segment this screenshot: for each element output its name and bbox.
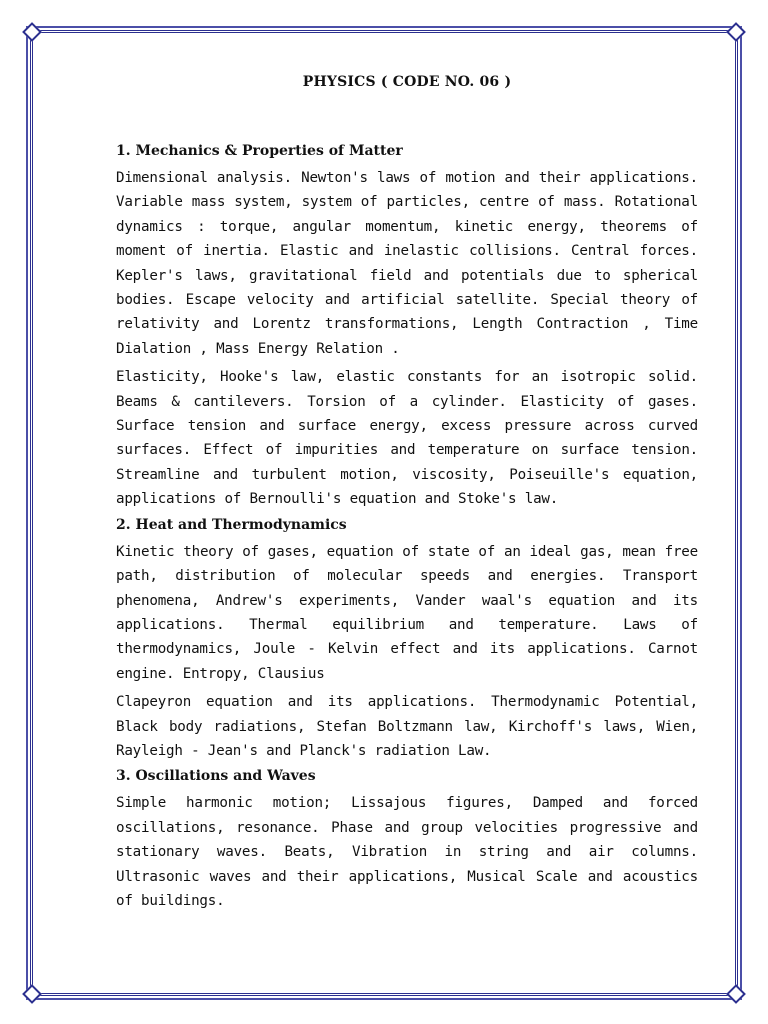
section-heading: 3. Oscillations and Waves xyxy=(116,768,316,785)
paragraph: Simple harmonic motion; Lissajous figures, Damped and forced oscillations, resonance. Phase and group velocities progressive and stationary waves. Beats, Vibration in string and air columns. Ultrasonic waves and their applications, Musical Scale and acoustics of buildings. xyxy=(116,795,698,909)
section-mechanics xyxy=(116,142,698,512)
page-title: PHYSICS ( CODE NO. 06 ) xyxy=(302,74,512,90)
paragraph: Clapeyron equation and its applications. Thermodynamic Potential, Black body radiations, Stefan Boltzmann law, Kirchoff's laws, Wien, Rayleigh - Jean's and Planck's radiation Law. xyxy=(116,694,698,759)
paragraph: Elasticity, Hooke's law, elastic constants for an isotropic solid. Beams & cantilevers. Torsion of a cylinder. Elasticity of gases. Surface tension and surface energy, excess pressure across curved surfaces. Effect of impurities and temperature on surface tension. Streamline and turbulent motion, viscosity, Poiseuille's equation, applications of Bernoulli's equation and Stoke's law. xyxy=(116,369,698,508)
paragraph: Kinetic theory of gases, equation of state of an ideal gas, mean free path, distribution of molecular speeds and energies. Transport phenomena, Andrew's experiments, Vander waal's equation and its applications. Thermal equilibrium and temperature. Laws of thermodynamics, Joule - Kelvin effect and its applications. Carnot engine. Entropy, Clausius xyxy=(116,543,698,682)
section-heading: 2. Heat and Thermodynamics xyxy=(116,516,347,533)
section-heat-thermodynamics xyxy=(116,516,698,764)
document-body xyxy=(116,74,698,917)
section-oscillations-waves xyxy=(116,767,698,913)
paragraph: Dimensional analysis. Newton's laws of motion and their applications. Variable mass system, system of particles, centre of mass. Rotational dynamics : torque, angular momentum, kinetic energy, theorems of moment of inertia. Elastic and inelastic collisions. Central forces. Kepler's laws, gravitational field and potentials due to spherical bodies. Escape velocity and artificial satellite. Special theory of relativity and Lorentz transformations, Length Contraction , Time Dialation , Mass Energy Relation . xyxy=(116,170,698,357)
section-heading: 1. Mechanics & Properties of Matter xyxy=(116,143,403,159)
